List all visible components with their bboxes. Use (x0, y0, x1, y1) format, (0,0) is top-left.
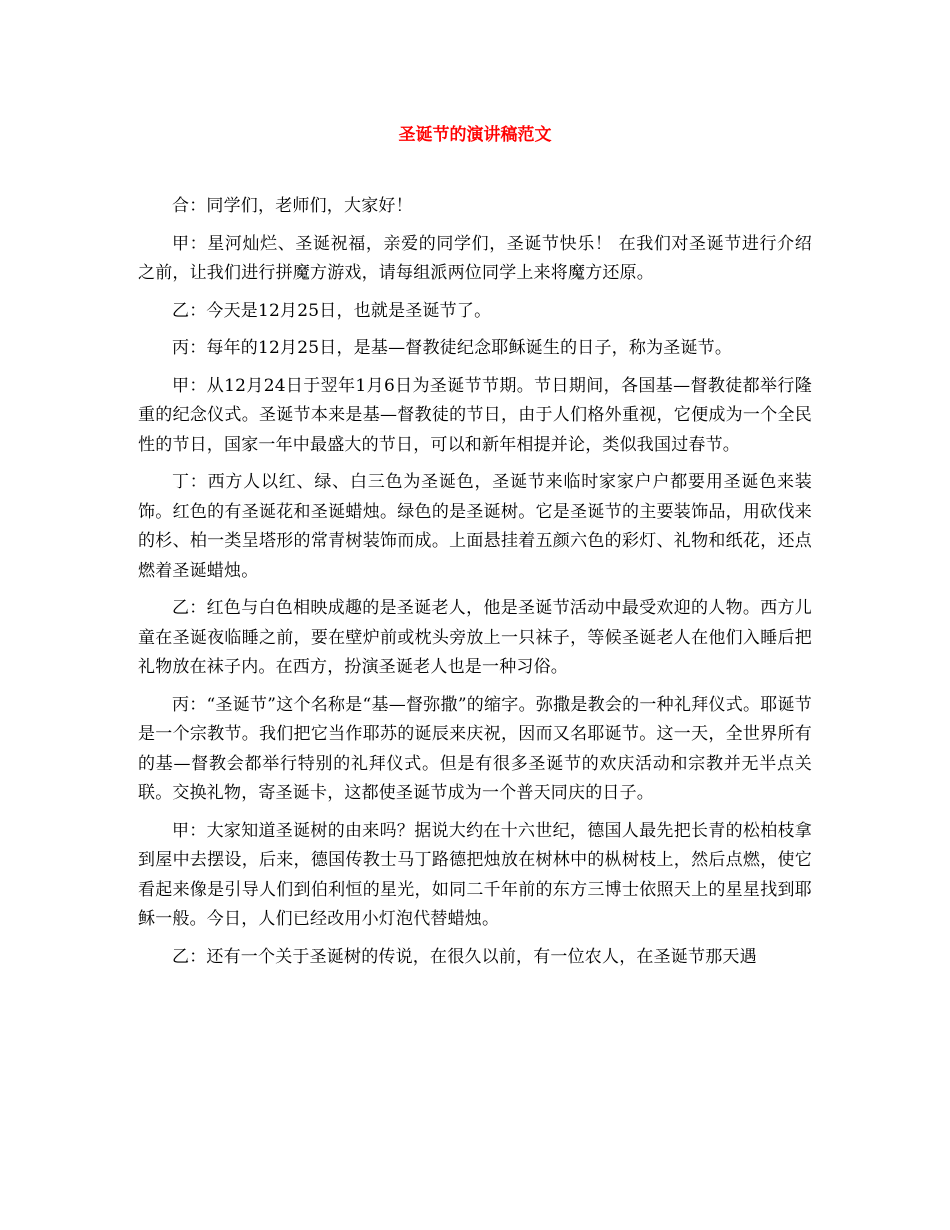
paragraph: 丙：每年的12月25日，是基—督教徒纪念耶稣诞生的日子，称为圣诞节。 (172, 338, 733, 358)
paragraph: 甲：大家知道圣诞树的由来吗？据说大约在十六世纪，德国人最先把长青的松柏枝拿到屋中去摆设，后来，德国传教士马丁路德把烛放在树林中的枞树枝上，然后点燃，使它看起来像是引导人们到伯利恒的星光，如同二千年前的东方三博士依照天上的星星找到耶稣一般。今日，人们已经改用小灯泡代替蜡烛。 (138, 820, 812, 929)
paragraph: 丙：“圣诞节”这个名称是“基—督弥撒”的缩字。弥撒是教会的一种礼拜仪式。耶诞节是一个宗教节。我们把它当作耶苏的诞辰来庆祝，因而又名耶诞节。这一天，全世界所有的基—督教会都举行特别的礼拜仪式。但是有很多圣诞节的欢庆活动和宗教并无半点关联。交换礼物，寄圣诞卡，这都使圣诞节成为一个普天同庆的日子。 (138, 694, 812, 803)
paragraph: 乙：还有一个关于圣诞树的传说，在很久以前，有一位农人，在圣诞节那天遇 (172, 946, 757, 967)
paragraph: 合：同学们，老师们，大家好！ (172, 196, 413, 216)
document-body (138, 192, 812, 980)
paragraph: 甲：星河灿烂、圣诞祝福，亲爱的同学们，圣诞节快乐！ 在我们对圣诞节进行介绍之前，让我们进行拼魔方游戏，请每组派两位同学上来将魔方还原。 (138, 233, 812, 283)
document-title: 圣诞节的演讲稿范文 (398, 125, 552, 145)
paragraph: 丁：西方人以红、绿、白三色为圣诞色，圣诞节来临时家家户户都要用圣诞色来装饰。红色的有圣诞花和圣诞蜡烛。绿色的是圣诞树。它是圣诞节的主要装饰品，用砍伐来的杉、柏一类呈塔形的常青树装饰而成。上面悬挂着五颜六色的彩灯、礼物和纸花，还点燃着圣诞蜡烛。 (138, 472, 812, 581)
paragraph: 甲：从12月24日于翌年1月6日为圣诞节节期。节日期间，各国基—督教徒都举行隆重的纪念仪式。圣诞节本来是基—督教徒的节日，由于人们格外重视，它便成为一个全民性的节日，国家一年中最盛大的节日，可以和新年相提并论，类似我国过春节。 (138, 375, 812, 455)
paragraph: 乙：今天是12月25日，也就是圣诞节了。 (172, 300, 492, 321)
paragraph: 乙：红色与白色相映成趣的是圣诞老人，他是圣诞节活动中最受欢迎的人物。西方儿童在圣诞夜临睡之前，要在壁炉前或枕头旁放上一只袜子，等候圣诞老人在他们入睡后把礼物放在袜子内。在西方，扮演圣诞老人也是一种习俗。 (138, 598, 812, 677)
